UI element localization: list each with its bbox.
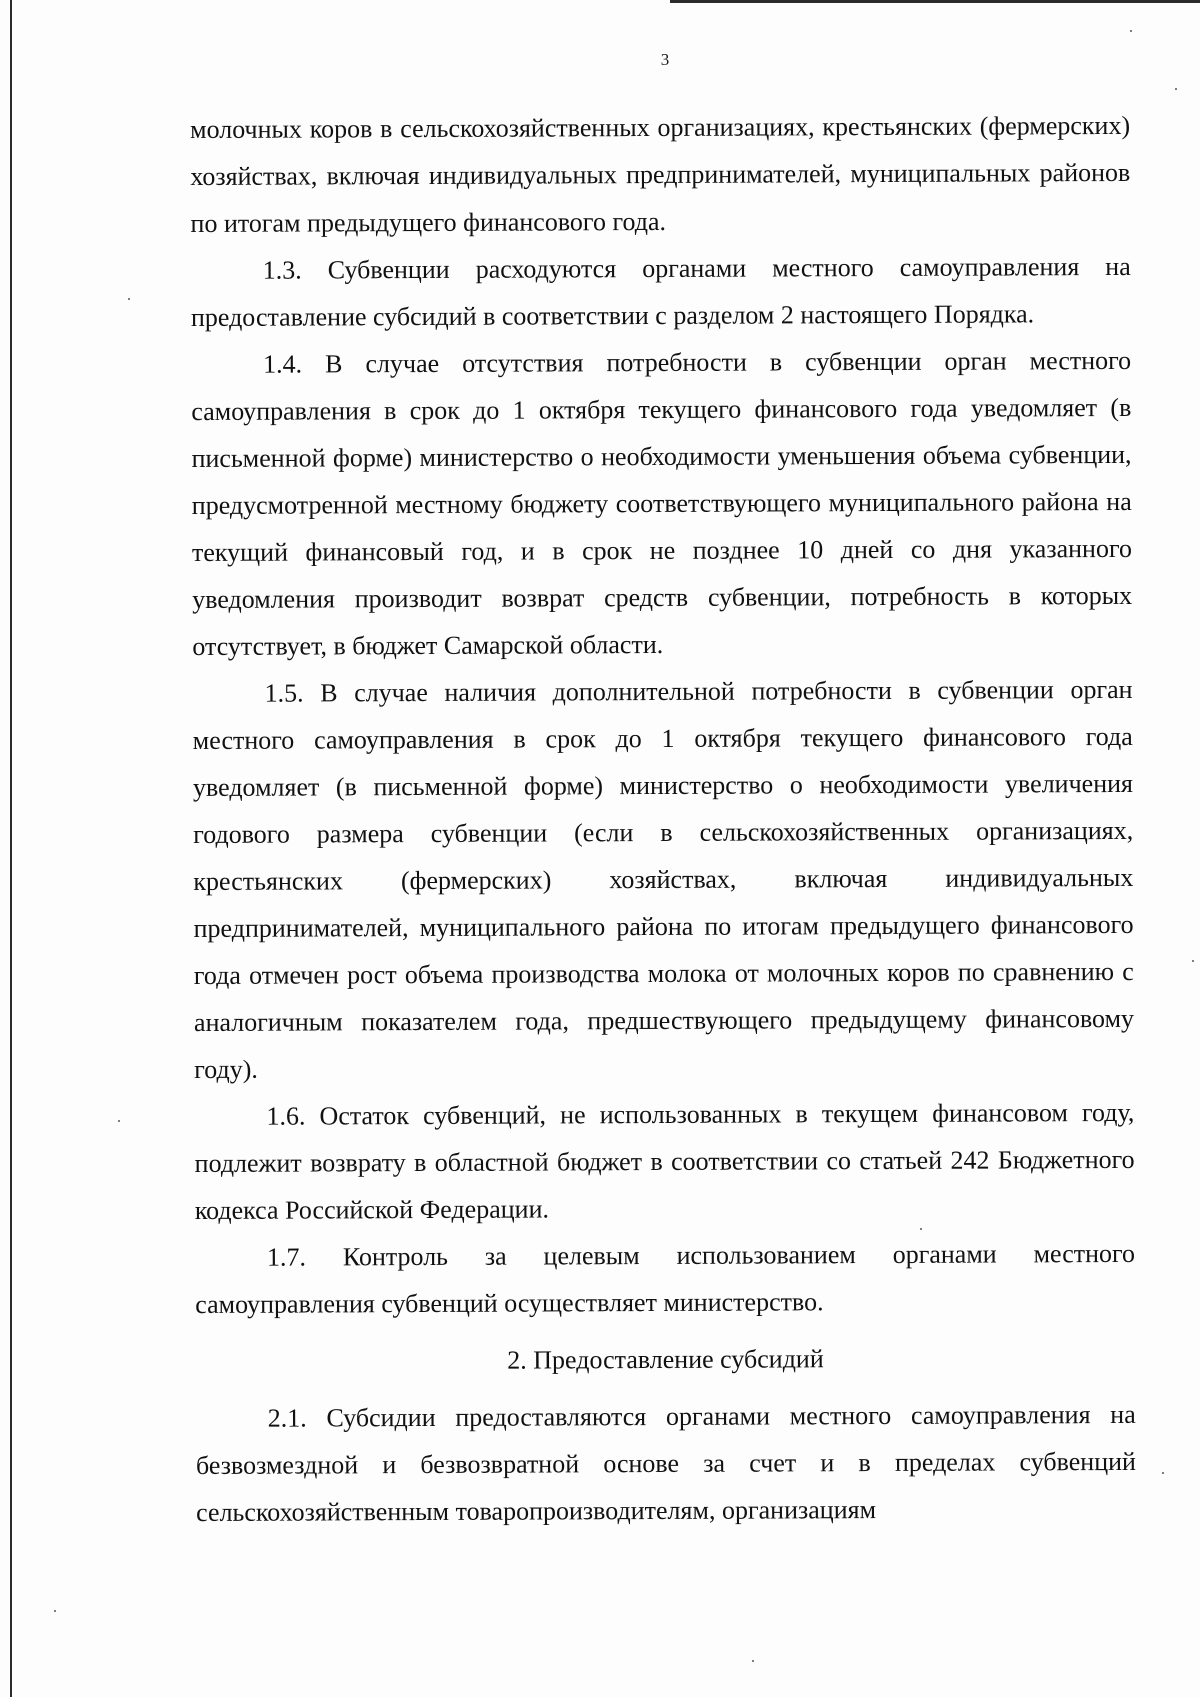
scan-speck (1130, 30, 1132, 32)
scan-speck (1175, 88, 1177, 90)
paragraph-2-1: 2.1. Субсидии предоставляются органами местного самоуправления на безвозмездной и безвозвратной основе за счет и в пределах субвенций сельскохозяйственным товаропроизводителям, организациям (195, 1399, 1136, 1527)
paragraph: молочных коров в сельскохозяйственных организациях, крестьянских (фермерских) хозяйствах, включая индивидуальных предпринимателей, муниципальных районов по итогам предыдущего финансового года. (190, 110, 1131, 238)
scan-speck (54, 1610, 56, 1612)
paragraph-1-6: 1.6. Остаток субвенций, не использованных в текущем финансовом году, подлежит возврату в областной бюджет в соответствии со статьей 242 Бюджетного кодекса Российской Федерации. (194, 1097, 1135, 1225)
paragraph-1-5: 1.5. В случае наличия дополнительной потребности в субвенции орган местного самоуправления в срок до 1 октября текущего финансового года уведомляет (в письменной форме) министерство о необходимости увеличения годового размера субвенции (если в сельскохозяйственных организациях, крестьянских (фермерских) хозяйствах, включая индивидуальных предпринимателей, муниципального района по итогам предыдущего финансового года отмечен рост объема производства молока от молочных коров по сравнению с аналогичным показателем года, предшествующего предыдущему финансовому году). (192, 674, 1135, 1084)
scan-speck (1162, 1472, 1164, 1474)
page-number: 3 (660, 50, 670, 69)
scan-left-border (10, 0, 12, 1697)
scan-speck (1192, 960, 1194, 962)
section-heading: 2. Предоставление субсидий (507, 1344, 824, 1375)
scan-speck (752, 1660, 754, 1662)
scan-speck (128, 298, 130, 300)
scan-speck (118, 1120, 120, 1122)
scan-top-border (670, 0, 1200, 3)
paragraph-1-7: 1.7. Контроль за целевым использованием органами местного самоуправления субвенций осуществляет министерство. (195, 1238, 1136, 1319)
document-body (190, 102, 1136, 1536)
paragraph-1-4: 1.4. В случае отсутствия потребности в субвенции орган местного самоуправления в срок до 1 октября текущего финансового года уведомляет (в письменной форме) министерство о необходимости уменьшения объема субвенции, предусмотренной местному бюджету соответствующего муниципального района на текущий финансовый год, и в срок не позднее 10 дней со дня указанного уведомления производит возврат средств субвенции, потребность в которых отсутствует, в бюджет Самарской области. (191, 345, 1133, 661)
paragraph-1-3: 1.3. Субвенции расходуются органами местного самоуправления на предоставление субсидий в соответствии с разделом 2 настоящего Порядка. (190, 251, 1131, 332)
